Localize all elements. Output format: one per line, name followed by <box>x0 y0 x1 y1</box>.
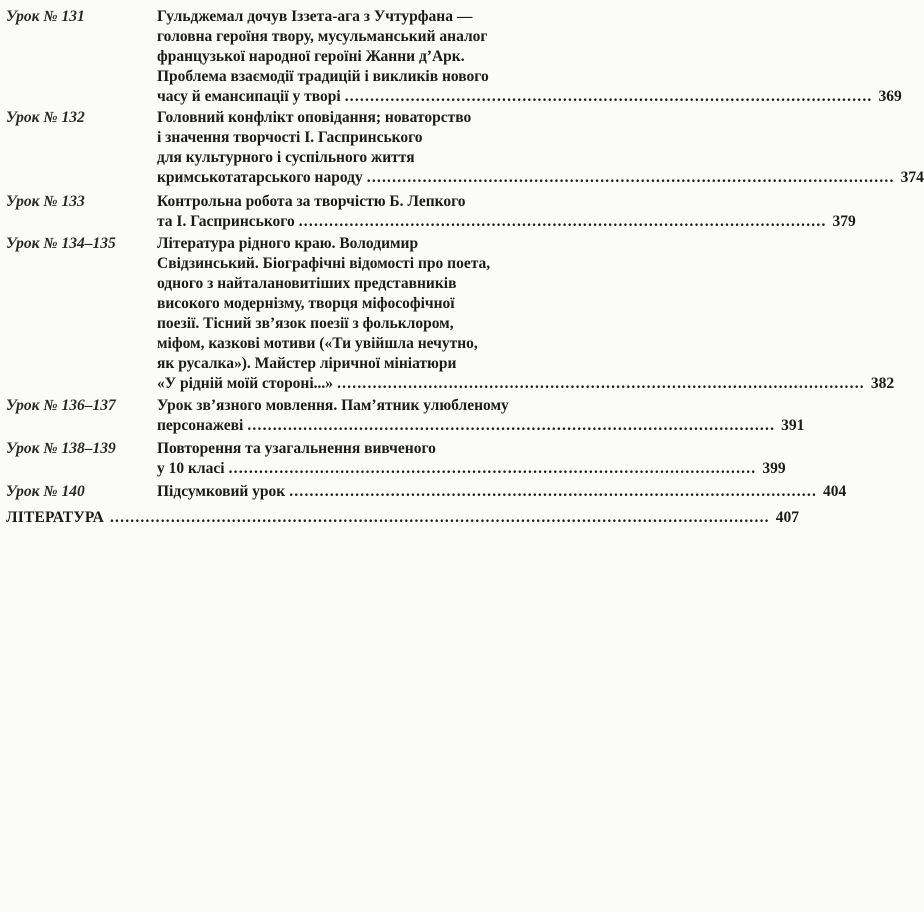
entry-text-line: Головний конфлікт оповідання; новаторство <box>157 109 472 126</box>
lesson-label: Урок № 133 <box>6 193 85 210</box>
entry-text-line: високого модернізму, творця міфософічної <box>157 295 455 312</box>
dot-leader: ........................................................................................................ <box>298 213 827 230</box>
toc-entry-136-137 <box>6 396 805 436</box>
page-number: 391 <box>781 417 805 434</box>
entry-text-line: головна героїня твору, мусульманський аналог <box>157 28 488 45</box>
page-number: 399 <box>762 460 786 477</box>
entry-text-line: одного з найталановитіших представників <box>157 275 457 292</box>
entry-text-line: кримськотатарського народу <box>157 169 363 186</box>
entry-text-line: Повторення та узагальнення вивченого <box>157 440 436 457</box>
dot-leader: .................................................................................................................................. <box>109 509 770 526</box>
dot-leader: ........................................................................................................ <box>344 88 873 105</box>
dot-leader: ........................................................................................................ <box>366 169 895 186</box>
entry-text-line: Урок зв’язного мовлення. Пам’ятник улюбленому <box>157 397 509 414</box>
toc-entry-134-135 <box>6 234 895 394</box>
entry-text-line: міфом, казкові мотиви («Ти увійшла нечутно, <box>157 335 478 352</box>
lesson-label: Урок № 138–139 <box>6 440 116 457</box>
lesson-label: Урок № 136–137 <box>6 397 116 414</box>
entry-text-line: французької народної героїні Жанни д’Арк. <box>157 48 465 65</box>
dot-leader: ........................................................................................................ <box>228 460 757 477</box>
entry-text-line: «У рідній моїй стороні...» <box>157 375 334 392</box>
toc-entry-131 <box>6 7 902 107</box>
entry-text-line: і значення творчості І. Гаспринського <box>157 129 423 146</box>
page-number: 404 <box>823 483 847 500</box>
entry-text-line: поезії. Тісний зв’язок поезії з фольклором, <box>157 315 454 332</box>
dot-leader: ........................................................................................................ <box>337 375 865 392</box>
entry-text-line: як русалка»). Майстер ліричної мініатюри <box>157 355 457 372</box>
entry-text-line: для культурного і суспільного життя <box>157 149 415 166</box>
entry-text-line: Література рідного краю. Володимир <box>157 235 419 252</box>
lesson-label: Урок № 134–135 <box>6 235 116 252</box>
table-of-contents <box>6 0 924 528</box>
entry-text-line: Підсумковий урок <box>157 483 286 500</box>
entry-text-line: персонажеві <box>157 417 244 434</box>
entry-text-line: у 10 класі <box>157 460 225 477</box>
page-number: 407 <box>775 509 799 526</box>
toc-entry-132 <box>6 108 924 188</box>
dot-leader: ........................................................................................................ <box>247 417 776 434</box>
toc-entry-literature <box>6 508 799 528</box>
entry-text-line: Свідзинський. Біографічні відомості про поета, <box>157 255 491 272</box>
page-number: 379 <box>832 213 856 230</box>
entry-text-line: Гульджемал дочув Іззета-ага з Учтурфана — <box>157 8 473 25</box>
lesson-label: Урок № 140 <box>6 483 85 500</box>
entry-text-line: Проблема взаємодії традицій і викликів нового <box>157 68 489 85</box>
toc-entry-138-139 <box>6 439 786 479</box>
entry-text-line: Контрольна робота за творчістю Б. Лепкого <box>157 193 466 210</box>
toc-entry-140 <box>6 482 847 502</box>
entry-text-line: та І. Гаспринського <box>157 213 295 230</box>
literature-label: ЛІТЕРАТУРА <box>6 509 104 526</box>
page-number: 369 <box>878 88 902 105</box>
lesson-label: Урок № 132 <box>6 109 85 126</box>
toc-entry-133 <box>6 192 856 232</box>
lesson-label: Урок № 131 <box>6 8 85 25</box>
entry-text-line: часу й емансипації у творі <box>157 88 341 105</box>
page-number: 382 <box>870 375 895 392</box>
page-number: 374 <box>900 169 924 186</box>
dot-leader: ........................................................................................................ <box>289 483 818 500</box>
